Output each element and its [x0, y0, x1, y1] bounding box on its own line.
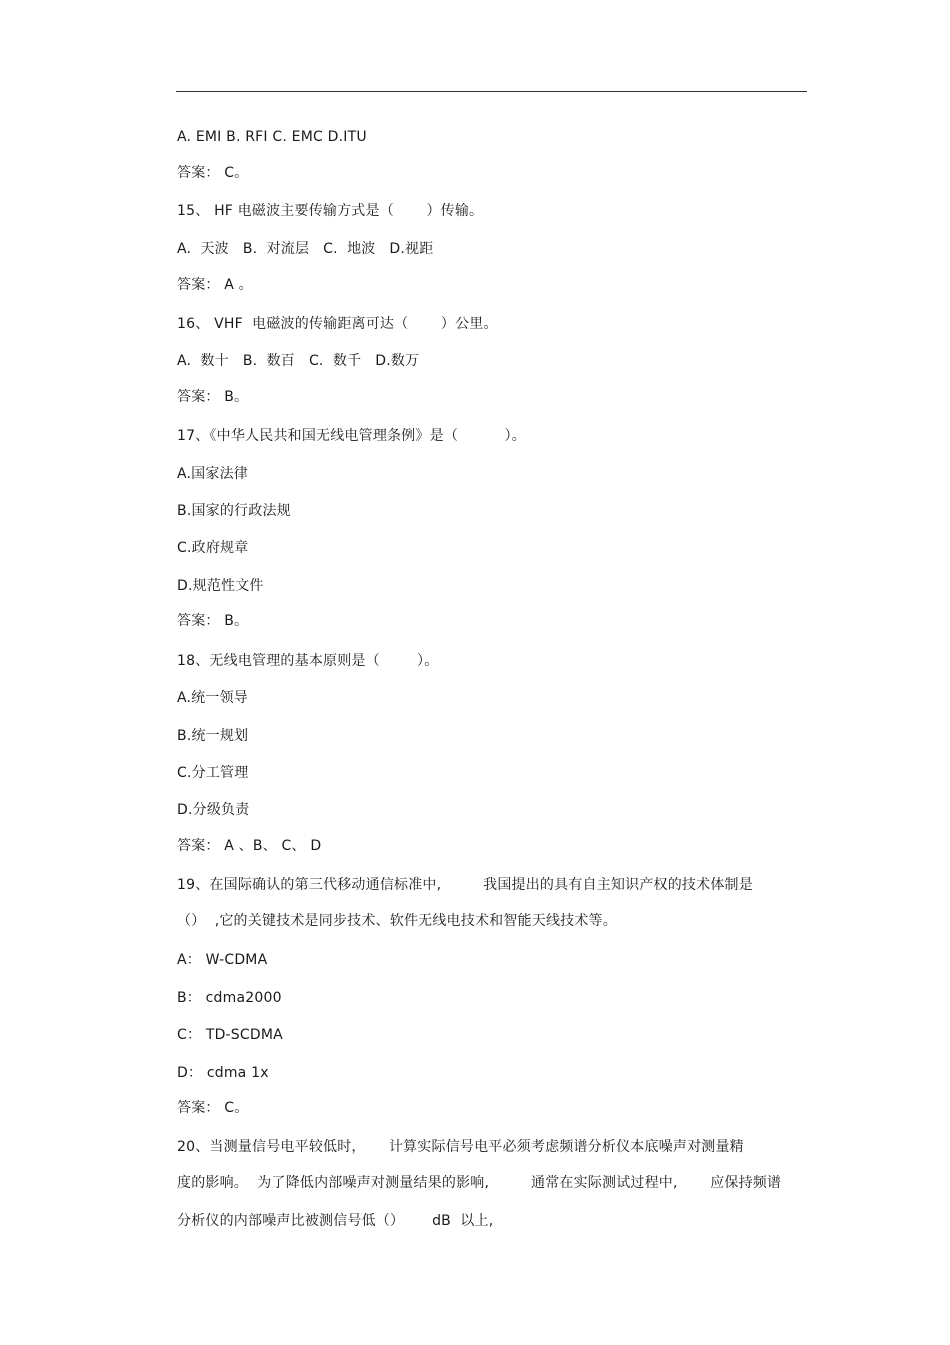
q17-answer: 答案： B。 — [177, 613, 249, 629]
q20-question-line2: 度的影响。 为了降低内部噪声对测量结果的影响, 通常在实际测试过程中, 应保持频谱 — [177, 1175, 782, 1191]
q20-question-line1: 20、当测量信号电平较低时， 计算实际信号电平必须考虑频谱分析仪本底噪声对测量精 — [177, 1139, 744, 1155]
q17-option-d: D.规范性文件 — [177, 578, 264, 594]
q18-option-b: B.统一规划 — [177, 728, 249, 744]
q15-question: 15、 HF 电磁波主要传输方式是（ ）传输。 — [177, 203, 484, 219]
q18-option-d: D.分级负责 — [177, 802, 250, 818]
q14-answer: 答案： C。 — [177, 165, 249, 181]
q17-option-a: A.国家法律 — [177, 466, 248, 482]
q19-question-line2: （） ,它的关键技术是同步技术、软件无线电技术和智能天线技术等。 — [177, 913, 617, 929]
q14-options: A. EMI B. RFI C. EMC D.ITU — [177, 129, 367, 145]
q19-option-a: A： W-CDMA — [177, 952, 268, 968]
q17-question: 17、《中华人民共和国无线电管理条例》是（ ）。 — [177, 428, 526, 444]
q18-question: 18、无线电管理的基本原则是（ ）。 — [177, 653, 439, 669]
q16-options: A. 数十 B. 数百 C. 数千 D.数万 — [177, 353, 420, 369]
q19-question-line1: 19、在国际确认的第三代移动通信标准中, 我国提出的具有自主知识产权的技术体制是 — [177, 877, 753, 893]
q19-option-b: B： cdma2000 — [177, 990, 282, 1006]
q18-answer: 答案： A 、B、 C、 D — [177, 838, 322, 854]
header-rule — [176, 91, 807, 92]
q16-answer: 答案： B。 — [177, 389, 249, 405]
q19-option-c: C： TD-SCDMA — [177, 1027, 283, 1043]
q15-answer: 答案： A 。 — [177, 277, 253, 293]
q19-option-d: D： cdma 1x — [177, 1065, 269, 1081]
q17-option-c: C.政府规章 — [177, 540, 249, 556]
q18-option-c: C.分工管理 — [177, 765, 249, 781]
q19-answer: 答案： C。 — [177, 1100, 249, 1116]
q20-question-line3: 分析仪的内部噪声比被测信号低（） dB 以上, — [177, 1213, 494, 1229]
q17-option-b: B.国家的行政法规 — [177, 503, 291, 519]
q18-option-a: A.统一领导 — [177, 690, 248, 706]
q16-question: 16、 VHF 电磁波的传输距离可达（ ）公里。 — [177, 316, 498, 332]
q15-options: A. 天波 B. 对流层 C. 地波 D.视距 — [177, 241, 434, 257]
